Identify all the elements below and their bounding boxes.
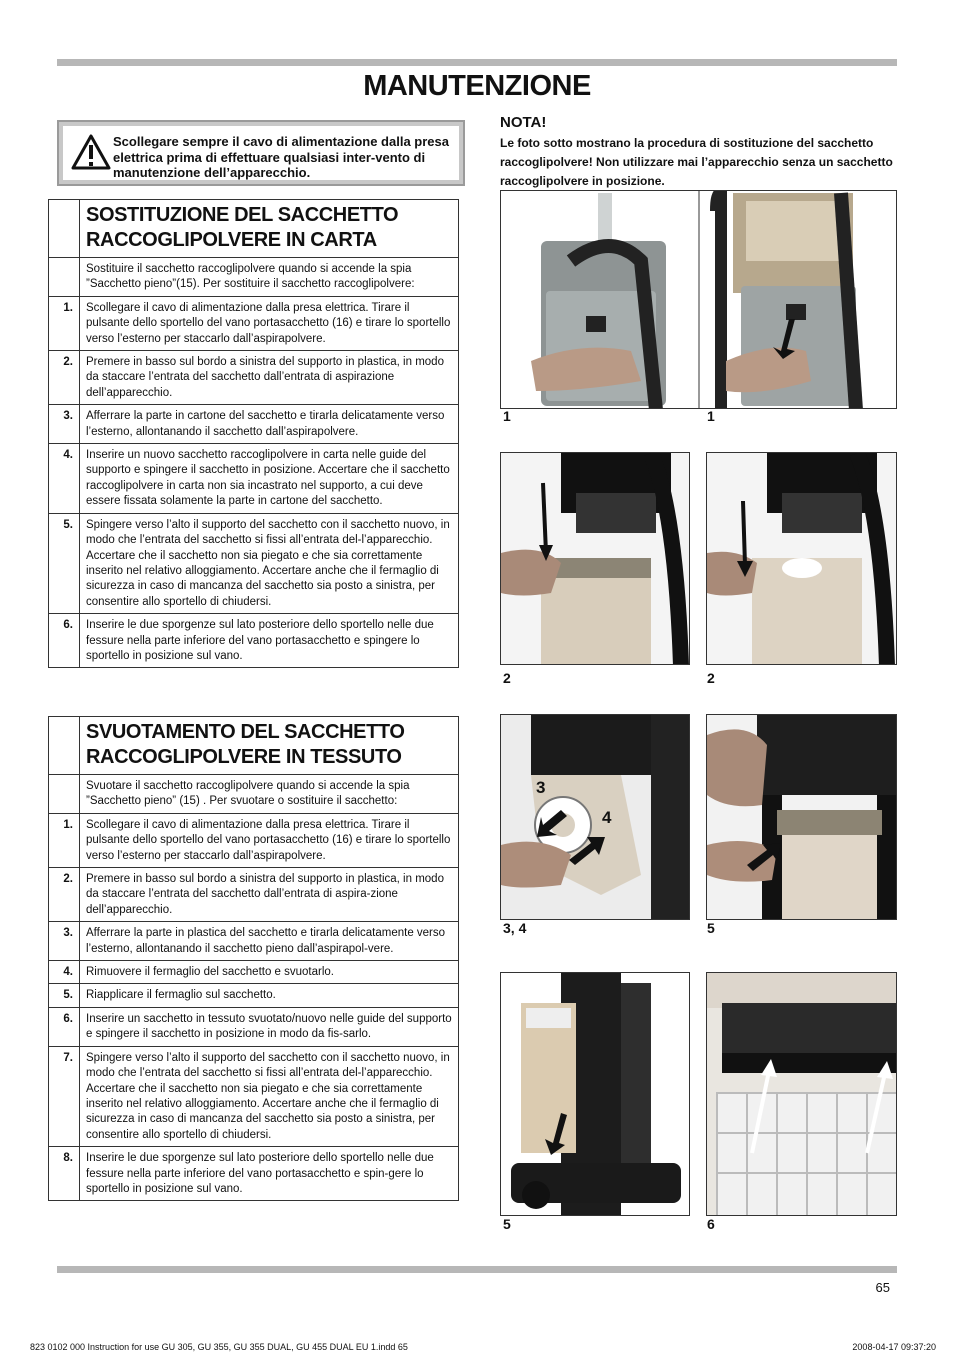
table-row: 3. Afferrare la parte in cartone del sacchetto e tirarla delicatamente verso l’esterno, allontanando il sacchetto dall’aspirapolvere. bbox=[49, 405, 459, 444]
photo-step-2b bbox=[706, 452, 897, 665]
table-row: 2. Premere in basso sul bordo a sinistra del supporto in plastica, in modo da staccare l’entrata del sacchetto dall’entrata di aspirazione dell’apparecchio. bbox=[49, 351, 459, 405]
photo-label: 4 bbox=[602, 808, 612, 827]
table-row: 2. Premere in basso sul bordo a sinistra del supporto in plastica, in modo da staccare l’entrata del sacchetto dall’entrata di aspira-zione dell’apparecchio. bbox=[49, 868, 459, 922]
table-row: 3. Afferrare la parte in plastica del sacchetto e tirarla delicatamente verso l’esterno, allontanando il sacchetto pieno dall’aspirapol-vere. bbox=[49, 922, 459, 961]
photo-caption: 1 bbox=[503, 408, 511, 424]
table-row: 5. Riapplicare il fermaglio sul sacchetto. bbox=[49, 984, 459, 1007]
photo-step-5b bbox=[500, 972, 690, 1216]
table-row: 1. Scollegare il cavo di alimentazione dalla presa elettrica. Tirare il pulsante dello sportello del vano portasacchetto (16) e tirare lo sportello verso l’esterno per staccarlo dall’aspirapolvere. bbox=[49, 813, 459, 867]
step-text: Inserire le due sporgenze sul lato posteriore dello sportello nelle due fessure nella parte inferiore del vano portasacchetto e spin-gere lo sportello in posizione sul vano. bbox=[80, 1147, 459, 1201]
step-text: Inserire un sacchetto in tessuto svuotato/nuovo nelle guide del supporto e spingere il sacchetto in posizione in modo da fis-sarlo. bbox=[80, 1007, 459, 1046]
table-row: 4. Inserire un nuovo sacchetto raccoglipolvere in carta nelle guide del supporto e spingere il sacchetto in posizione. Accertare che il sacchetto raccoglipolvere in carta non sia incastrato nel supporto, a cui deve essere fissata solamente la parte in cartone del sacchetto. bbox=[49, 444, 459, 514]
step-text: Inserire un nuovo sacchetto raccoglipolvere in carta nelle guide del supporto e spingere il sacchetto in posizione. Accertare che il sacchetto raccoglipolvere in carta non sia incastrato nel supporto, a cui deve essere fissata solamente la parte in cartone del sacchetto. bbox=[80, 444, 459, 514]
photo-step-5a bbox=[706, 714, 897, 920]
table-row: 7. Spingere verso l’alto il supporto del sacchetto con il sacchetto nuovo, in modo che l’entrata del sacchetto si fissi all’entrata del-l’apparecchio. Accertare che il sacchetto non sia piegato e che sia correttamente inserito nel relativo alloggiamento. Accertare anche che il fermaglio di sicurezza in caso di mancanza del sacchetto sia posto a sinistra, per consentire allo sportello di chiudersi. bbox=[49, 1046, 459, 1146]
photo-label: 3 bbox=[536, 778, 546, 797]
step-text: Premere in basso sul bordo a sinistra del supporto in plastica, in modo da staccare l’entrata del sacchetto dall’entrata di aspira-zione dell’apparecchio. bbox=[80, 868, 459, 922]
paper-section-heading: SOSTITUZIONE DEL SACCHETTO RACCOGLIPOLVERE IN CARTA bbox=[80, 200, 459, 258]
bottom-rule bbox=[57, 1266, 897, 1273]
step-text: Afferrare la parte in plastica del sacchetto e tirarla delicatamente verso l’esterno, allontanando il sacchetto pieno dall’aspirapol-vere. bbox=[80, 922, 459, 961]
page-title: MANUTENZIONE bbox=[363, 70, 591, 102]
photo-caption: 2 bbox=[503, 670, 511, 686]
table-row: 4. Rimuovere il fermaglio del sacchetto e svuotarlo. bbox=[49, 961, 459, 984]
warning-box bbox=[57, 120, 465, 186]
photo-step-1 bbox=[500, 190, 897, 409]
photo-caption: 5 bbox=[707, 920, 715, 936]
nota-block bbox=[500, 114, 900, 191]
photo-step-3-4 bbox=[500, 714, 690, 920]
top-rule bbox=[57, 59, 897, 66]
table-row: 6. Inserire le due sporgenze sul lato posteriore dello sportello nelle due fessure nella parte inferiore del vano portasacchetto e spingere lo sportello in posizione sul vano. bbox=[49, 614, 459, 668]
fabric-section-heading: SVUOTAMENTO DEL SACCHETTO RACCOGLIPOLVERE IN TESSUTO bbox=[80, 717, 459, 775]
nota-text: Le foto sotto mostrano la procedura di sostituzione del sacchetto raccoglipolvere! Non utilizzare mai l’apparecchio senza un sacchetto raccoglipolvere in posizione. bbox=[500, 136, 893, 188]
photo-caption: 6 bbox=[707, 1216, 715, 1232]
table-row: 8. Inserire le due sporgenze sul lato posteriore dello sportello nelle due fessure nella parte inferiore del vano portasacchetto e spin-gere lo sportello in posizione sul vano. bbox=[49, 1147, 459, 1201]
photo-caption: 1 bbox=[707, 408, 715, 424]
footer-timestamp: 2008-04-17 09:37:20 bbox=[852, 1342, 936, 1352]
paper-intro: Sostituire il sacchetto raccoglipolvere quando si accende la spia ”Sacchetto pieno”(15). Per sostituire il sacchetto raccoglipolvere: bbox=[80, 258, 459, 297]
footer-file-info: 823 0102 000 Instruction for use GU 305, GU 355, GU 355 DUAL, GU 455 DUAL EU 1.indd 65 bbox=[30, 1342, 408, 1352]
step-text: Afferrare la parte in cartone del sacchetto e tirarla delicatamente verso l’esterno, allontanando il sacchetto dall’aspirapolvere. bbox=[80, 405, 459, 444]
step-text: Spingere verso l’alto il supporto del sacchetto con il sacchetto nuovo, in modo che l’entrata del sacchetto si fissi all’entrata del-l’apparecchio. Accertare che il sacchetto non sia piegato e che sia correttamente inserito nel relativo alloggiamento. Accertare anche che il fermaglio di sicurezza in caso di mancanza del sacchetto sia posto a sinistra, per consentire allo sportello di chiudersi. bbox=[80, 1046, 459, 1146]
step-text: Scollegare il cavo di alimentazione dalla presa elettrica. Tirare il pulsante dello sportello del vano portasacchetto (16) e tirare lo sportello verso l’esterno per staccarlo dall’aspirapolvere. bbox=[80, 296, 459, 350]
warning-text: Scollegare sempre il cavo di alimentazione dalla presa elettrica prima di effettuare qualsiasi inter-vento di manutenzione dell’apparecchio. bbox=[113, 134, 449, 180]
photo-caption: 3, 4 bbox=[503, 920, 527, 936]
step-text: Scollegare il cavo di alimentazione dalla presa elettrica. Tirare il pulsante dello sportello del vano portasacchetto (16) e tirare lo sportello verso l’esterno per staccarlo dall’aspirapolvere. bbox=[80, 813, 459, 867]
fabric-bag-table bbox=[48, 716, 459, 1201]
step-text: Riapplicare il fermaglio sul sacchetto. bbox=[80, 984, 459, 1007]
step-text: Inserire le due sporgenze sul lato posteriore dello sportello nelle due fessure nella parte inferiore del vano portasacchetto e spingere lo sportello in posizione sul vano. bbox=[80, 614, 459, 668]
page-number: 65 bbox=[875, 1280, 890, 1295]
photo-step-6 bbox=[706, 972, 897, 1216]
photo-caption: 5 bbox=[503, 1216, 511, 1232]
photo-caption: 2 bbox=[707, 670, 715, 686]
table-row: 5. Spingere verso l’alto il supporto del sacchetto con il sacchetto nuovo, in modo che l’entrata del sacchetto si fissi all’entrata del-l’apparecchio. Accertare che il sacchetto non sia piegato e che sia correttamente inserito nel relativo alloggiamento. Accertare anche che il fermaglio di sicurezza in caso di mancanza del sacchetto sia posto a sinistra, per consentire allo sportello di chiudersi. bbox=[49, 513, 459, 613]
fabric-intro: Svuotare il sacchetto raccoglipolvere quando si accende la spia ”Sacchetto pieno” (15) . Per svuotare o sostituire il sacchetto: bbox=[80, 775, 459, 814]
step-text: Spingere verso l’alto il supporto del sacchetto con il sacchetto nuovo, in modo che l’entrata del sacchetto si fissi all’entrata del-l’apparecchio. Accertare che il sacchetto non sia piegato e che sia correttamente inserito nel relativo alloggiamento. Accertare anche che il fermaglio di sicurezza in caso di mancanza del sacchetto sia posto a sinistra, per consentire allo sportello di chiudersi. bbox=[80, 513, 459, 613]
table-row: 6. Inserire un sacchetto in tessuto svuotato/nuovo nelle guide del supporto e spingere il sacchetto in posizione in modo da fis-sarlo. bbox=[49, 1007, 459, 1046]
photo-step-2a bbox=[500, 452, 690, 665]
step-text: Rimuovere il fermaglio del sacchetto e svuotarlo. bbox=[80, 961, 459, 984]
nota-heading: NOTA! bbox=[500, 114, 547, 131]
table-row: 1. Scollegare il cavo di alimentazione dalla presa elettrica. Tirare il pulsante dello sportello del vano portasacchetto (16) e tirare lo sportello verso l’esterno per staccarlo dall’aspirapolvere. bbox=[49, 296, 459, 350]
paper-bag-table bbox=[48, 199, 459, 668]
warning-triangle-icon bbox=[71, 134, 111, 170]
step-text: Premere in basso sul bordo a sinistra del supporto in plastica, in modo da staccare l’entrata del sacchetto dall’entrata di aspirazione dell’apparecchio. bbox=[80, 351, 459, 405]
